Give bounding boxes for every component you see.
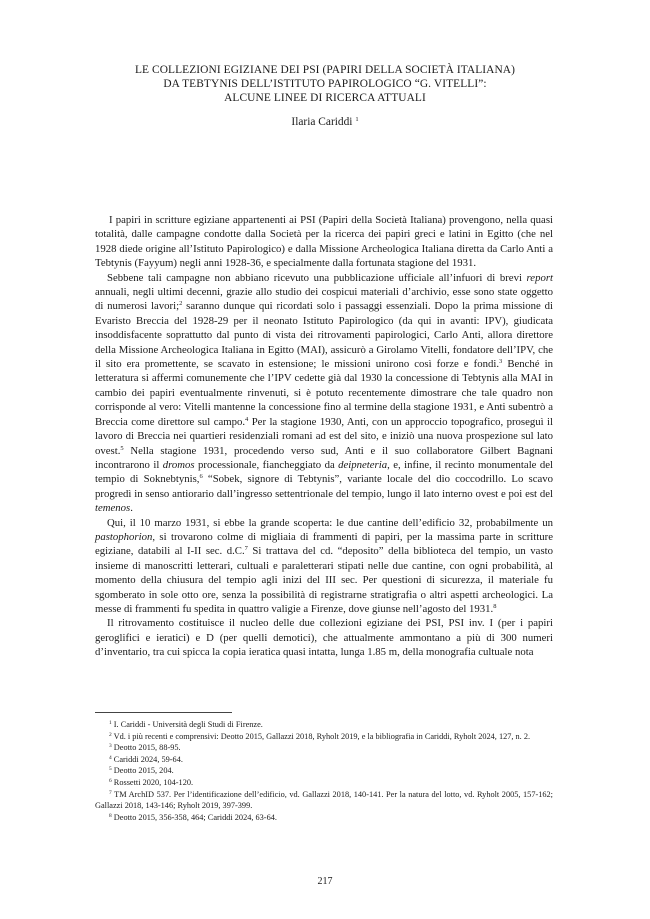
footnote-ref-2[interactable]: 2	[179, 300, 183, 308]
article-title	[60, 63, 590, 105]
footnotes	[95, 719, 553, 823]
footnote-text: Cariddi 2024, 59-64.	[113, 754, 183, 764]
footnote-1	[95, 719, 553, 731]
footnote-8	[95, 812, 553, 824]
author-line	[60, 115, 590, 129]
footnote-number: 4	[109, 754, 112, 761]
footnote-ref-1[interactable]: 1	[355, 116, 359, 123]
text-run: Per la stagione 1930, Anti, con un approccio topografico, proseguì il lavoro di Breccia nei quartieri residenziali romani ad est del sito, e iniziò una nuova prospezione sul lato ovest.	[95, 415, 553, 457]
italic-term: dromos	[162, 458, 195, 471]
footnote-6	[95, 777, 553, 789]
footnote-separator	[95, 712, 232, 713]
footnote-number: 1	[109, 720, 112, 726]
footnote-number: 6	[109, 777, 112, 784]
text-run: Si trattava del cd. “deposito” della biblioteca del tempio, un vasto insieme di manoscritti letterari, cultuali e paraletterari stipati nelle due cantine, con ogni probabilità, al momento della chiusura del tempio agli inizi del III sec. Per questioni di sicurezza, il materiale fu sgomberato in sole otto ore, senza la possibilità di registrarne stratigrafia o altri aspetti archeologici. La messe di frammenti fu spedita in quattro valigie a Firenze, dove giunse nell’agosto del 1931.	[95, 545, 553, 615]
paragraph-3	[95, 516, 553, 617]
text-run: Benché in letteratura si affermi comunemente che l’IPV cedette già dal 1930 la concessione di Tebtynis alla MAI in cambio dei papiri eventualmente rinvenuti, si è potuto recentemente dimostrare che tale quadro non corrisponde al vero: Vitelli mantenne la concessione fino al termine della stagione 1931, e Anti subentrò a Breccia come direttore sul campo.	[95, 358, 554, 428]
text-run: “Sobek, signore di Tebtynis”, variante locale del dio coccodrillo. Lo scavo progredì in senso antiorario dall’ingresso settentrionale del tempio, lungo il lato interno ovest e poi est del	[95, 473, 553, 500]
text-run: Qui, il 10 marzo 1931, si ebbe la grande scoperta: le due cantine dell’edificio 32, probabilmente un	[107, 516, 553, 529]
title-line-1: LE COLLEZIONI EGIZIANE DEI PSI (PAPIRI DELLA SOCIETÀ ITALIANA)	[134, 64, 516, 76]
footnote-ref-4[interactable]: 4	[245, 415, 249, 423]
text-run: Sebbene tali campagne non abbiano ricevuto una pubblicazione ufficiale all’infuori di brevi	[107, 271, 527, 284]
italic-term: deipneteria	[338, 458, 388, 471]
footnote-2	[95, 731, 553, 743]
article-body	[95, 213, 553, 660]
footnote-text: Rossetti 2020, 104-120.	[113, 777, 194, 787]
footnote-ref-5[interactable]: 5	[120, 444, 124, 452]
text-run: .	[130, 502, 133, 515]
footnote-number: 8	[109, 812, 112, 819]
italic-term: report	[526, 271, 553, 284]
footnote-5	[95, 765, 553, 777]
title-line-3: ALCUNE LINEE DI RICERCA ATTUALI	[224, 92, 426, 104]
footnote-text: TM ArchID 537. Per l’identificazione dell’edificio, vd. Gallazzi 2018, 140-141. Per la natura del lotto, vd. Ryholt 2005, 157-162; Gallazzi 2018, 143-146; Ryholt 2019, 397-399.	[95, 789, 553, 811]
text-run: , e, infine, il recinto monumentale del tempio di Soknebtynis,	[95, 458, 554, 486]
footnote-ref-7[interactable]: 7	[244, 545, 248, 553]
text-run: Nella stagione 1931, procedendo verso sud, Anti e il suo collaboratore Gilbert Bagnani incontrarono il	[95, 444, 553, 471]
footnote-text: I. Cariddi - Università degli Studi di Firenze.	[113, 720, 263, 729]
page-number: 217	[317, 876, 333, 887]
text-run: , si trovarono colme di migliaia di frammenti di papiri, per la massima parte in scritture egiziane, databili al I-II sec. d.C.	[95, 530, 553, 558]
footnote-text: Vd. i più recenti e comprensivi: Deotto 2015, Gallazzi 2018, Ryholt 2019, e la bibliografia in Cariddi, Ryholt 2024, 127, n. 2.	[113, 731, 531, 741]
text-run: processionale, fiancheggiato da	[194, 458, 339, 471]
footnote-number: 2	[109, 731, 112, 738]
paragraph-2	[95, 271, 553, 516]
text-run: annuali, negli ultimi decenni, grazie allo studio dei cospicui materiali d’archivio, esse sono state oggetto di numerosi lavori;	[95, 286, 553, 313]
footnote-number: 3	[109, 743, 112, 750]
italic-term: pastophorion	[95, 530, 153, 543]
footnote-text: Deotto 2015, 356-358, 464; Cariddi 2024, 63-64.	[113, 812, 277, 822]
footnote-number: 7	[109, 789, 112, 796]
footnote-4	[95, 754, 553, 766]
footnote-ref-8[interactable]: 8	[493, 602, 497, 610]
paragraph-1: I papiri in scritture egiziane appartenenti ai PSI (Papiri della Società Italiana) provengono, nella quasi totalità, dalle campagne condotte dalla Società per la ricerca dei papiri greci e latini in Egitto (che nel 1928 diede origine all’Istituto Papirologico) e dalla Missione Archeologica Italiana diretta da Carlo Anti a Tebtynis (Fayyum) negli anni 1928-36, e specialmente dalla fortunata stagione del 1931.	[95, 214, 553, 270]
text-run: saranno dunque qui ricordati solo i passaggi essenziali. Dopo la prima missione di Evaristo Breccia del 1928-29 per il neonato Istituto Papirologico (da qui in avanti: IPV), giudicata insoddisfacente soprattutto dal punto di vista dei ritrovamenti papirologici, Carlo Anti, allora direttore della Missione Archeologica Italiana in Egitto (MAI), assicurò a Girolamo Vitelli, fondatore dell’IPV, che il sito era promettente, se scavato in estensione; le missioni unirono così forze e fondi.	[95, 300, 554, 371]
footnote-number: 5	[109, 766, 112, 773]
italic-term: temenos	[95, 502, 131, 515]
footnote-ref-3[interactable]: 3	[499, 358, 503, 366]
footnote-ref-6[interactable]: 6	[199, 473, 203, 481]
footnote-text: Deotto 2015, 88-95.	[113, 743, 181, 753]
author-name: Ilaria Cariddi	[291, 116, 353, 128]
title-line-2: DA TEBTYNIS DELL’ISTITUTO PAPIROLOGICO “G. VITELLI”:	[163, 78, 487, 90]
footnote-text: Deotto 2015, 204.	[113, 766, 174, 776]
footnote-7	[95, 789, 553, 812]
footnote-3	[95, 742, 553, 754]
paragraph-4: Il ritrovamento costituisce il nucleo delle due collezioni egiziane dei PSI, PSI inv. I (per i papiri geroglifici e ieratici) e D (per quelli demotici), che attualmente ammontano a più di 300 numeri d’inventario, tra cui spicca la copia ieratica quasi intatta, lunga 1.85 m, della monografia cultuale nota	[95, 617, 553, 659]
